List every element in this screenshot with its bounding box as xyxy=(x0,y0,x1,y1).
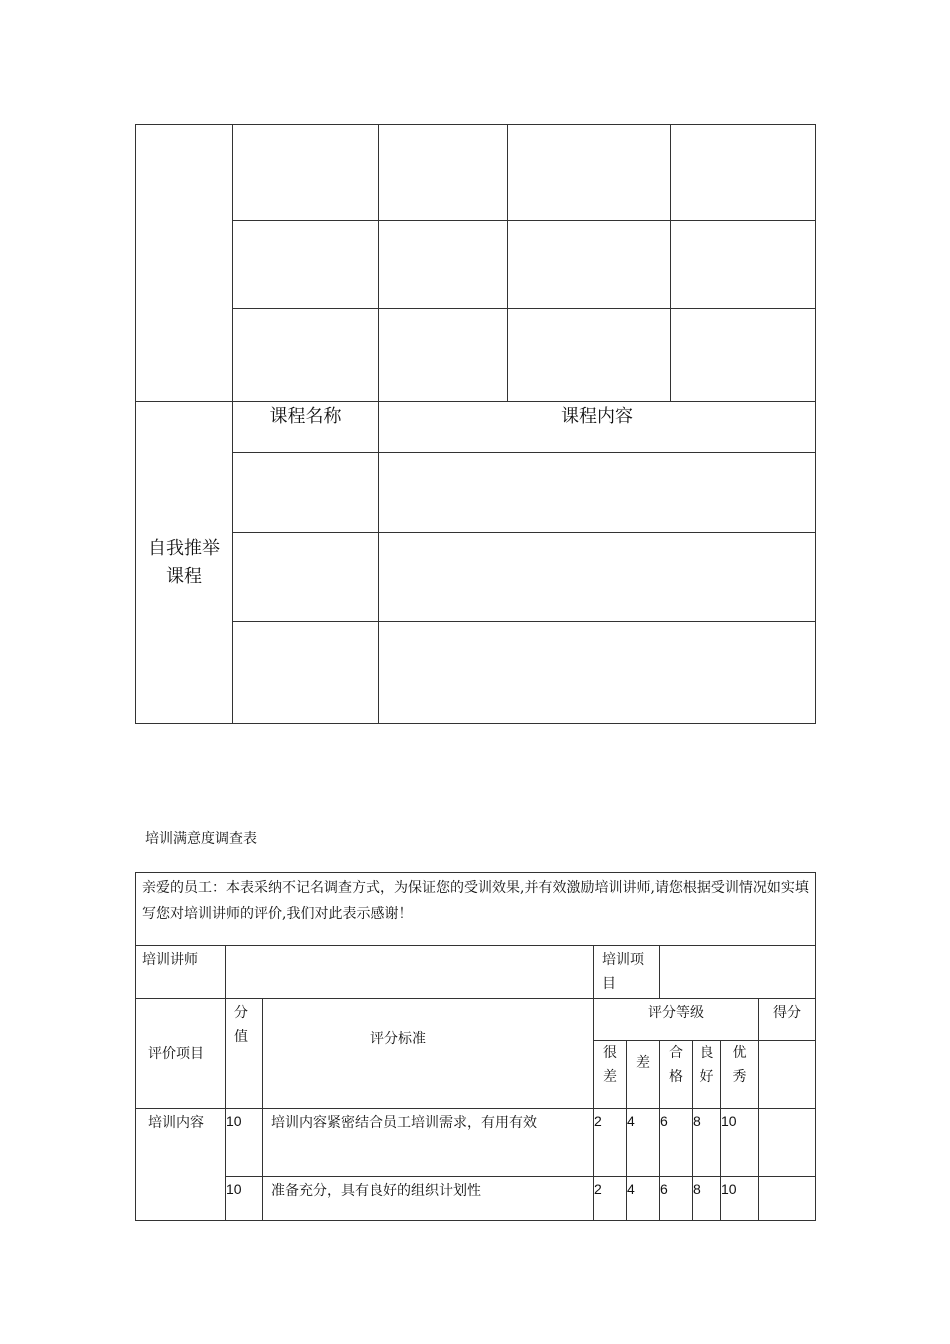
level-poor: 差 xyxy=(636,1055,650,1071)
eval-item: 培训内容 xyxy=(148,1115,204,1131)
course-content-cell[interactable] xyxy=(379,453,816,533)
score-option[interactable]: 8 xyxy=(693,1113,701,1129)
score-option[interactable]: 6 xyxy=(660,1181,668,1197)
eval-item-header: 评价项目 xyxy=(148,1045,204,1062)
trainer-label: 培训讲师 xyxy=(142,952,198,968)
score-option[interactable]: 4 xyxy=(627,1113,635,1129)
blank-cell[interactable] xyxy=(671,309,816,402)
blank-cell[interactable] xyxy=(233,221,379,309)
blank-cell[interactable] xyxy=(233,125,379,221)
blank-cell[interactable] xyxy=(233,309,379,402)
course-name-cell[interactable] xyxy=(233,453,379,533)
blank-cell[interactable] xyxy=(508,309,671,402)
score-option[interactable]: 6 xyxy=(660,1113,668,1129)
level-excellent: 优秀 xyxy=(732,1045,747,1085)
project-label: 培训项目 xyxy=(602,952,644,992)
criteria-text: 准备充分，具有良好的组织计划性 xyxy=(271,1183,481,1199)
blank-cell[interactable] xyxy=(379,125,508,221)
score-option[interactable]: 10 xyxy=(721,1181,737,1197)
blank-cell[interactable] xyxy=(508,221,671,309)
score-value: 10 xyxy=(226,1181,242,1197)
level-very-poor: 很差 xyxy=(603,1045,617,1085)
score-option[interactable]: 2 xyxy=(594,1181,602,1197)
score-option[interactable]: 4 xyxy=(627,1181,635,1197)
blank-cell[interactable] xyxy=(508,125,671,221)
level-good: 良好 xyxy=(699,1045,714,1085)
survey-title: 培训满意度调查表 xyxy=(145,831,257,847)
survey-table xyxy=(135,872,816,1221)
score-option[interactable]: 10 xyxy=(721,1113,737,1129)
score-input[interactable] xyxy=(759,1109,816,1177)
course-content-cell[interactable] xyxy=(379,533,816,622)
level-pass: 合格 xyxy=(669,1045,683,1085)
survey-intro: 亲爱的员工：本表采纳不记名调查方式，为保证您的受训效果,并有效激励培训讲师,请您根据受训情况如实填写您对培训讲师的评价,我们对此表示感谢！ xyxy=(142,880,809,922)
blank-cell[interactable] xyxy=(379,309,508,402)
score-input[interactable] xyxy=(759,1177,816,1221)
course-name-cell[interactable] xyxy=(233,622,379,724)
course-name-cell[interactable] xyxy=(233,533,379,622)
score-value: 10 xyxy=(226,1113,242,1129)
blank-cell[interactable] xyxy=(671,221,816,309)
course-table xyxy=(135,124,816,724)
project-input[interactable] xyxy=(660,946,816,999)
score-option[interactable]: 2 xyxy=(594,1113,602,1129)
rating-level-header: 评分等级 xyxy=(648,1005,704,1021)
blank-cell xyxy=(136,125,233,402)
criteria-header: 评分标准 xyxy=(370,1030,426,1047)
score-value-header: 分值 xyxy=(234,1005,248,1045)
trainer-input[interactable] xyxy=(226,946,594,999)
self-recommend-label: 自我推举课程 xyxy=(148,537,220,587)
score-option[interactable]: 8 xyxy=(693,1181,701,1197)
score-header: 得分 xyxy=(773,1005,802,1021)
criteria-text: 培训内容紧密结合员工培训需求，有用有效 xyxy=(271,1115,537,1131)
blank-cell[interactable] xyxy=(379,221,508,309)
course-content-header: 课程内容 xyxy=(561,406,633,427)
score-header-blank xyxy=(759,1041,816,1109)
blank-cell[interactable] xyxy=(671,125,816,221)
course-name-header: 课程名称 xyxy=(269,406,342,427)
course-content-cell[interactable] xyxy=(379,622,816,724)
